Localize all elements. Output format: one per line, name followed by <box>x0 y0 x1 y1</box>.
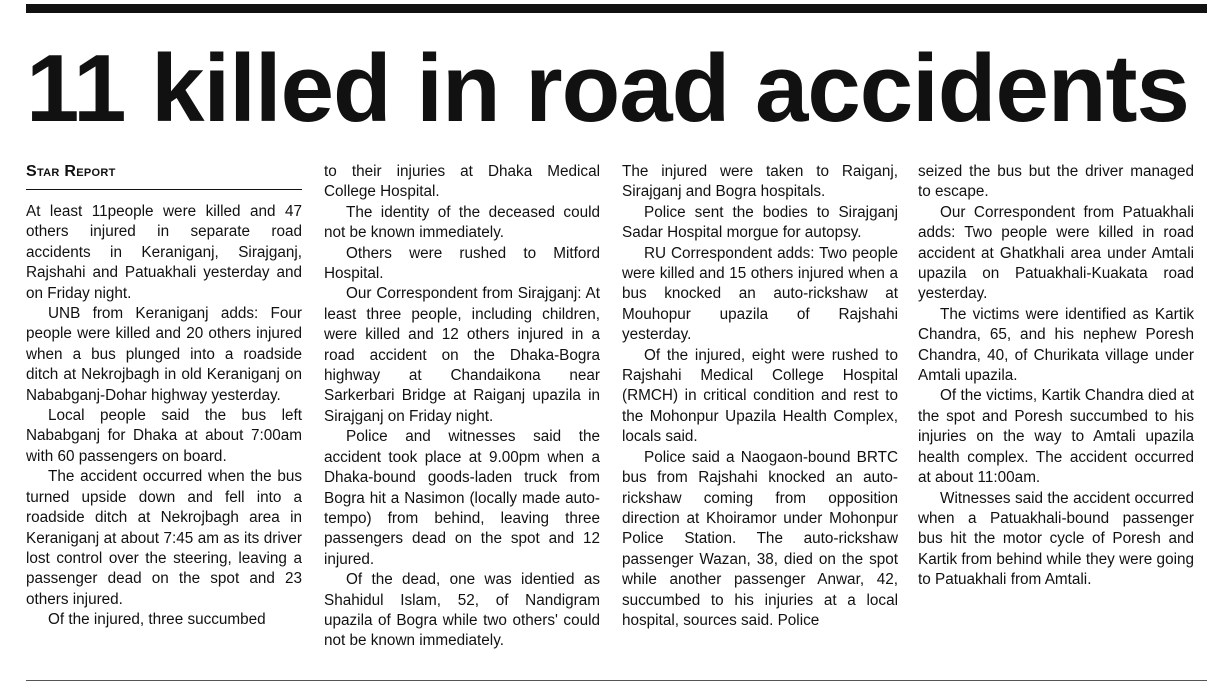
column-1 <box>26 162 302 668</box>
column-4 <box>918 162 1194 668</box>
column-2 <box>324 162 600 668</box>
paragraph: The injured were taken to Raiganj, Sirajganj and Bogra hospitals. <box>622 163 898 201</box>
paragraph: Witnesses said the accident occurred when a Patuakhali-bound passenger bus hit the motor cycle of Poresh and Kartik from behind while they were going to Patuakhali from Amtali. <box>918 489 1194 589</box>
paragraph: RU Correspondent adds: Two people were killed and 15 others injured when a bus knocked an auto-rickshaw at Mouhopur upazila of Rajshahi yesterday. <box>622 244 898 344</box>
paragraph: Of the dead, one was identied as Shahidul Islam, 52, of Nandigram upazila of Bogra while two others' could not be known immediately. <box>324 571 600 650</box>
paragraph: Local people said the bus left Nababganj for Dhaka at about 7:00am with 60 passengers on board. <box>26 407 302 465</box>
paragraph: to their injuries at Dhaka Medical College Hospital. <box>324 163 600 201</box>
paragraph: At least 11people were killed and 47 others injured in separate road accidents in Keraniganj, Sirajganj, Rajshahi and Patuakhali yesterday and on Friday night. <box>26 203 302 302</box>
byline: Star Report <box>26 162 302 190</box>
paragraph: Others were rushed to Mitford Hospital. <box>324 244 600 283</box>
bottom-rule <box>26 680 1207 681</box>
paragraph: Of the victims, Kartik Chandra died at the spot and Poresh succumbed to his injuries on the way to Amtali upazila health complex. The accident occurred at about 11:00am. <box>918 387 1194 487</box>
paragraph: Our Correspondent from Patuakhali adds: Two people were killed in road accident at Ghatkhali area under Amtali upazila on Patuakhali-Kuakata road yesterday. <box>918 203 1194 303</box>
paragraph: Of the injured, three succumbed <box>48 611 266 629</box>
top-rule <box>26 4 1207 13</box>
article-body <box>26 162 1196 668</box>
headline: 11 killed in road accidents <box>26 35 1189 142</box>
paragraph: Police sent the bodies to Sirajganj Sadar Hospital morgue for autopsy. <box>622 203 898 242</box>
paragraph: UNB from Keraniganj adds: Four people were killed and 20 others injured when a bus plunged into a roadside ditch at Nekrojbagh in old Keraniganj on Nababganj-Dohar highway yesterday. <box>26 305 302 404</box>
paragraph: The accident occurred when the bus turned upside down and fell into a roadside ditch at Nekrojbagh area in Keraniganj at about 7:45 am as its driver lost control over the steering, leaving a passenger dead on the spot and 23 others injured. <box>26 468 302 608</box>
paragraph: seized the bus but the driver managed to escape. <box>918 163 1194 201</box>
paragraph: Police said a Naogaon-bound BRTC bus from Rajshahi knocked an auto-rickshaw coming from opposition direction at Khoiramor under Mohonpur Police Station. The auto-rickshaw passenger Wazan, 38, died on the spot while another passenger Anwar, 42, succumbed to his injuries at a local hospital, sources said. Police <box>622 448 898 629</box>
column-3 <box>622 162 898 668</box>
paragraph: The victims were identified as Kartik Chandra, 65, and his nephew Poresh Chandra, 40, of Churikata village under Amtali upazila. <box>918 305 1194 385</box>
paragraph: Of the injured, eight were rushed to Rajshahi Medical College Hospital (RMCH) in critical condition and rest to the Mohonpur Upazila Health Complex, locals said. <box>622 346 898 446</box>
paragraph: Police and witnesses said the accident took place at 9.00pm when a Dhaka-bound goods-laden truck from Bogra hit a Nasimon (locally made auto-tempo) from behind, leaving three passengers dead on the spot and 12 injured. <box>324 428 600 568</box>
paragraph: Our Correspondent from Sirajganj: At least three people, including children, were killed and 12 others injured in a road accident on the Dhaka-Bogra highway at Chandaikona near Sarkerbari Bridge at Raiganj upazila in Sirajganj on Friday night. <box>324 285 600 425</box>
paragraph: The identity of the deceased could not be known immediately. <box>324 203 600 242</box>
